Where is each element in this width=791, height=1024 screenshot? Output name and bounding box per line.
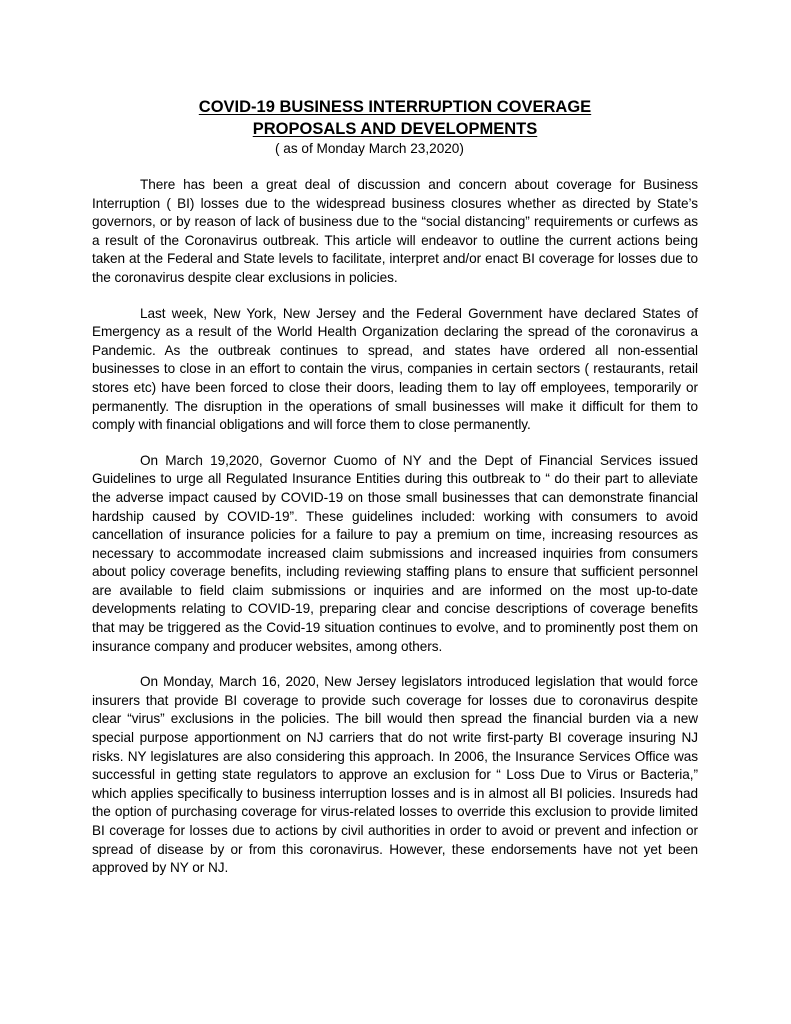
title-line-2: PROPOSALS AND DEVELOPMENTS (252, 120, 538, 138)
document-page (92, 96, 698, 878)
paragraph-nj-legislation: On Monday, March 16, 2020, New Jersey legislators introduced legislation that would force insurers that provide BI coverage to provide such coverage for losses due to coronavirus despite clear “virus” exclusions in the policies. The bill would then spread the financial burden via a new special purpose apportionment on NJ carriers that do not write first-party BI coverage insuring NJ risks. NY legislatures are also considering this approach. In 2006, the Insurance Services Office was successful in getting state regulators to approve an exclusion for “ Loss Due to Virus or Bacteria,” which applies specifically to business interruption losses and is in almost all BI policies. Insureds had the option of purchasing coverage for virus-related losses to override this exclusion to provide limited BI coverage for losses due to actions by civil authorities in order to avoid or prevent and infection or spread of disease by or from this coronavirus. However, these endorsements have not yet been approved by NY or NJ. (92, 674, 698, 876)
document-date: ( as of Monday March 23,2020) (275, 141, 464, 156)
paragraph-ny-guidelines: On March 19,2020, Governor Cuomo of NY and the Dept of Financial Services issued Guidelines to urge all Regulated Insurance Entities during this outbreak to “ do their part to alleviate the adverse impact caused by COVID-19 on those small businesses that can demonstrate financial hardship caused by COVID-19”. These guidelines included: working with consumers to avoid cancellation of insurance policies for a failure to pay a premium on time, increasing resources as necessary to accommodate increased claim submissions and increased inquiries from consumers about policy coverage benefits, including reviewing staffing plans to ensure that sufficient personnel are available to field claim submissions or inquiries and are informed on the most up-to-date developments relating to COVID-19, preparing clear and concise descriptions of coverage benefits that may be triggered as the Covid-19 situation continues to evolve, and to prominently post them on insurance company and producer websites, among others. (92, 452, 698, 654)
title-line-1: COVID-19 BUSINESS INTERRUPTION COVERAGE (198, 98, 592, 116)
paragraph-states-of-emergency: Last week, New York, New Jersey and the Federal Government have declared States of Emergency as a result of the World Health Organization declaring the spread of the coronavirus a Pandemic. As the outbreak continues to spread, and states have ordered all non-essential businesses to close in an effort to contain the virus, companies in certain sectors ( restaurants, retail stores etc) have been forced to close their doors, leading them to lay off employees, temporarily or permanently. The disruption in the operations of small businesses will make it difficult for them to comply with financial obligations and will force them to close permanently. (92, 305, 698, 433)
paragraph-intro: There has been a great deal of discussion and concern about coverage for Business Interruption ( BI) losses due to the widespread business closures whether as directed by State’s governors, or by reason of lack of business due to the “social distancing” requirements or curfews as a result of the Coronavirus outbreak. This article will endeavor to outline the current actions being taken at the Federal and State levels to facilitate, interpret and/or enact BI coverage for losses due to the coronavirus despite clear exclusions in policies. (92, 177, 698, 285)
document-title (92, 96, 698, 140)
